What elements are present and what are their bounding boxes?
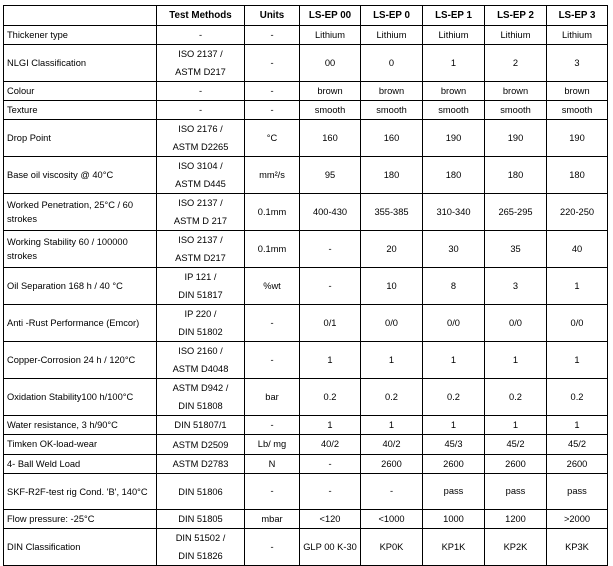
header-cell-property <box>4 6 157 26</box>
value-cell: 10 <box>361 268 423 305</box>
test-method-cell: DIN 51502 / DIN 51826 <box>157 529 245 566</box>
value-cell: 95 <box>300 157 361 194</box>
value-cell: 45/2 <box>547 435 608 455</box>
value-cell: 0.2 <box>300 379 361 416</box>
table-row <box>4 26 608 45</box>
unit-cell: mbar <box>245 510 300 529</box>
table-row <box>4 45 608 82</box>
property-cell: SKF-R2F-test rig Cond. 'B', 140°C <box>4 474 157 510</box>
property-cell: Oxidation Stability100 h/100°C <box>4 379 157 416</box>
value-cell: 180 <box>361 157 423 194</box>
value-cell: 1 <box>547 416 608 435</box>
property-cell: Base oil viscosity @ 40°C <box>4 157 157 194</box>
value-cell: 20 <box>361 231 423 268</box>
value-cell: 30 <box>423 231 485 268</box>
value-cell: 35 <box>485 231 547 268</box>
table-row <box>4 231 608 268</box>
header-cell-ls-ep-00: LS-EP 00 <box>300 6 361 26</box>
value-cell: - <box>300 231 361 268</box>
value-cell: KP2K <box>485 529 547 566</box>
unit-cell: - <box>245 474 300 510</box>
unit-cell: Lb/ mg <box>245 435 300 455</box>
property-cell: Texture <box>4 101 157 120</box>
value-cell: 1 <box>300 416 361 435</box>
value-cell: 2 <box>485 45 547 82</box>
header-cell-units: Units <box>245 6 300 26</box>
value-cell: 0/0 <box>547 305 608 342</box>
value-cell: 190 <box>485 120 547 157</box>
table-row <box>4 305 608 342</box>
value-cell: Lithium <box>485 26 547 45</box>
test-method-cell: ISO 2160 / ASTM D4048 <box>157 342 245 379</box>
table-row <box>4 529 608 566</box>
unit-cell: N <box>245 455 300 474</box>
header-cell-ls-ep-2: LS-EP 2 <box>485 6 547 26</box>
property-cell: Timken OK-load-wear <box>4 435 157 455</box>
test-method-cell: - <box>157 101 245 120</box>
header-cell-test-methods: Test Methods <box>157 6 245 26</box>
value-cell: 0.2 <box>423 379 485 416</box>
unit-cell: - <box>245 45 300 82</box>
test-method-cell: ASTM D942 / DIN 51808 <box>157 379 245 416</box>
value-cell: 355-385 <box>361 194 423 231</box>
value-cell: 2600 <box>423 455 485 474</box>
table-body <box>4 26 608 566</box>
table-row <box>4 101 608 120</box>
table-row <box>4 474 608 510</box>
test-method-cell: ISO 2176 / ASTM D2265 <box>157 120 245 157</box>
value-cell: 0/0 <box>485 305 547 342</box>
value-cell: KP1K <box>423 529 485 566</box>
header-row <box>4 6 608 26</box>
test-method-cell: ISO 2137 / ASTM D217 <box>157 45 245 82</box>
test-method-cell: DIN 51805 <box>157 510 245 529</box>
table-row <box>4 455 608 474</box>
header-cell-ls-ep-3: LS-EP 3 <box>547 6 608 26</box>
value-cell: >2000 <box>547 510 608 529</box>
value-cell: 2600 <box>361 455 423 474</box>
value-cell: brown <box>485 82 547 101</box>
value-cell: 0.2 <box>547 379 608 416</box>
unit-cell: - <box>245 416 300 435</box>
property-cell: Water resistance, 3 h/90°C <box>4 416 157 435</box>
unit-cell: - <box>245 342 300 379</box>
table-row <box>4 510 608 529</box>
header-cell-ls-ep-1: LS-EP 1 <box>423 6 485 26</box>
value-cell: 1 <box>361 342 423 379</box>
value-cell: 45/3 <box>423 435 485 455</box>
table-row <box>4 416 608 435</box>
value-cell: 220-250 <box>547 194 608 231</box>
value-cell: 40/2 <box>361 435 423 455</box>
value-cell: 180 <box>485 157 547 194</box>
property-cell: DIN Classification <box>4 529 157 566</box>
value-cell: 0/0 <box>361 305 423 342</box>
value-cell: 310-340 <box>423 194 485 231</box>
value-cell: 0/1 <box>300 305 361 342</box>
value-cell: brown <box>547 82 608 101</box>
table-row <box>4 120 608 157</box>
property-cell: Thickener type <box>4 26 157 45</box>
test-method-cell: IP 220 / DIN 51802 <box>157 305 245 342</box>
value-cell: 40/2 <box>300 435 361 455</box>
value-cell: 00 <box>300 45 361 82</box>
value-cell: 3 <box>547 45 608 82</box>
value-cell: smooth <box>485 101 547 120</box>
unit-cell: 0.1mm <box>245 231 300 268</box>
header-cell-ls-ep-0: LS-EP 0 <box>361 6 423 26</box>
value-cell: Lithium <box>423 26 485 45</box>
value-cell: pass <box>547 474 608 510</box>
value-cell: smooth <box>361 101 423 120</box>
value-cell: 1000 <box>423 510 485 529</box>
value-cell: 0.2 <box>485 379 547 416</box>
value-cell: 400-430 <box>300 194 361 231</box>
value-cell: <1000 <box>361 510 423 529</box>
value-cell: KP0K <box>361 529 423 566</box>
value-cell: 0/0 <box>423 305 485 342</box>
value-cell: 1 <box>485 342 547 379</box>
unit-cell: 0.1mm <box>245 194 300 231</box>
value-cell: 2600 <box>547 455 608 474</box>
unit-cell: - <box>245 26 300 45</box>
value-cell: brown <box>361 82 423 101</box>
value-cell: 8 <box>423 268 485 305</box>
unit-cell: °C <box>245 120 300 157</box>
value-cell: 1 <box>361 416 423 435</box>
test-method-cell: - <box>157 26 245 45</box>
value-cell: 0.2 <box>361 379 423 416</box>
value-cell: 180 <box>423 157 485 194</box>
table-row <box>4 268 608 305</box>
value-cell: 1 <box>423 342 485 379</box>
value-cell: 265-295 <box>485 194 547 231</box>
value-cell: - <box>300 455 361 474</box>
test-method-cell: ISO 3104 / ASTM D445 <box>157 157 245 194</box>
unit-cell: bar <box>245 379 300 416</box>
value-cell: Lithium <box>361 26 423 45</box>
property-cell: 4- Ball Weld Load <box>4 455 157 474</box>
test-method-cell: ASTM D2783 <box>157 455 245 474</box>
value-cell: 3 <box>485 268 547 305</box>
value-cell: 1 <box>300 342 361 379</box>
unit-cell: - <box>245 529 300 566</box>
test-method-cell: IP 121 / DIN 51817 <box>157 268 245 305</box>
value-cell: smooth <box>300 101 361 120</box>
value-cell: Lithium <box>300 26 361 45</box>
value-cell: 1 <box>547 268 608 305</box>
table-row <box>4 194 608 231</box>
property-cell: Oil Separation 168 h / 40 °C <box>4 268 157 305</box>
table-row <box>4 379 608 416</box>
value-cell: smooth <box>423 101 485 120</box>
unit-cell: %wt <box>245 268 300 305</box>
table-row <box>4 82 608 101</box>
unit-cell: - <box>245 305 300 342</box>
value-cell: 1200 <box>485 510 547 529</box>
value-cell: 40 <box>547 231 608 268</box>
value-cell: 45/2 <box>485 435 547 455</box>
grease-specification-table <box>3 5 608 566</box>
value-cell: 1 <box>423 416 485 435</box>
value-cell: brown <box>300 82 361 101</box>
value-cell: brown <box>423 82 485 101</box>
value-cell: 1 <box>423 45 485 82</box>
test-method-cell: DIN 51806 <box>157 474 245 510</box>
test-method-cell: ISO 2137 / ASTM D217 <box>157 231 245 268</box>
property-cell: Worked Penetration, 25°C / 60 strokes <box>4 194 157 231</box>
value-cell: Lithium <box>547 26 608 45</box>
property-cell: Copper-Corrosion 24 h / 120°C <box>4 342 157 379</box>
value-cell: pass <box>423 474 485 510</box>
value-cell: smooth <box>547 101 608 120</box>
value-cell: <120 <box>300 510 361 529</box>
value-cell: 1 <box>547 342 608 379</box>
value-cell: 1 <box>485 416 547 435</box>
table-row <box>4 157 608 194</box>
value-cell: - <box>361 474 423 510</box>
value-cell: KP3K <box>547 529 608 566</box>
unit-cell: mm²/s <box>245 157 300 194</box>
unit-cell: - <box>245 101 300 120</box>
test-method-cell: ASTM D2509 <box>157 435 245 455</box>
unit-cell: - <box>245 82 300 101</box>
value-cell: 180 <box>547 157 608 194</box>
table-row <box>4 435 608 455</box>
value-cell: 160 <box>300 120 361 157</box>
value-cell: 190 <box>423 120 485 157</box>
value-cell: 160 <box>361 120 423 157</box>
table-row <box>4 342 608 379</box>
property-cell: NLGI Classification <box>4 45 157 82</box>
value-cell: pass <box>485 474 547 510</box>
property-cell: Working Stability 60 / 100000 strokes <box>4 231 157 268</box>
value-cell: - <box>300 268 361 305</box>
property-cell: Flow pressure: -25°C <box>4 510 157 529</box>
value-cell: 2600 <box>485 455 547 474</box>
spec-table-container <box>3 5 607 566</box>
property-cell: Anti -Rust Performance (Emcor) <box>4 305 157 342</box>
test-method-cell: ISO 2137 / ASTM D 217 <box>157 194 245 231</box>
property-cell: Drop Point <box>4 120 157 157</box>
test-method-cell: - <box>157 82 245 101</box>
test-method-cell: DIN 51807/1 <box>157 416 245 435</box>
value-cell: - <box>300 474 361 510</box>
value-cell: 190 <box>547 120 608 157</box>
value-cell: 0 <box>361 45 423 82</box>
property-cell: Colour <box>4 82 157 101</box>
value-cell: GLP 00 K-30 <box>300 529 361 566</box>
